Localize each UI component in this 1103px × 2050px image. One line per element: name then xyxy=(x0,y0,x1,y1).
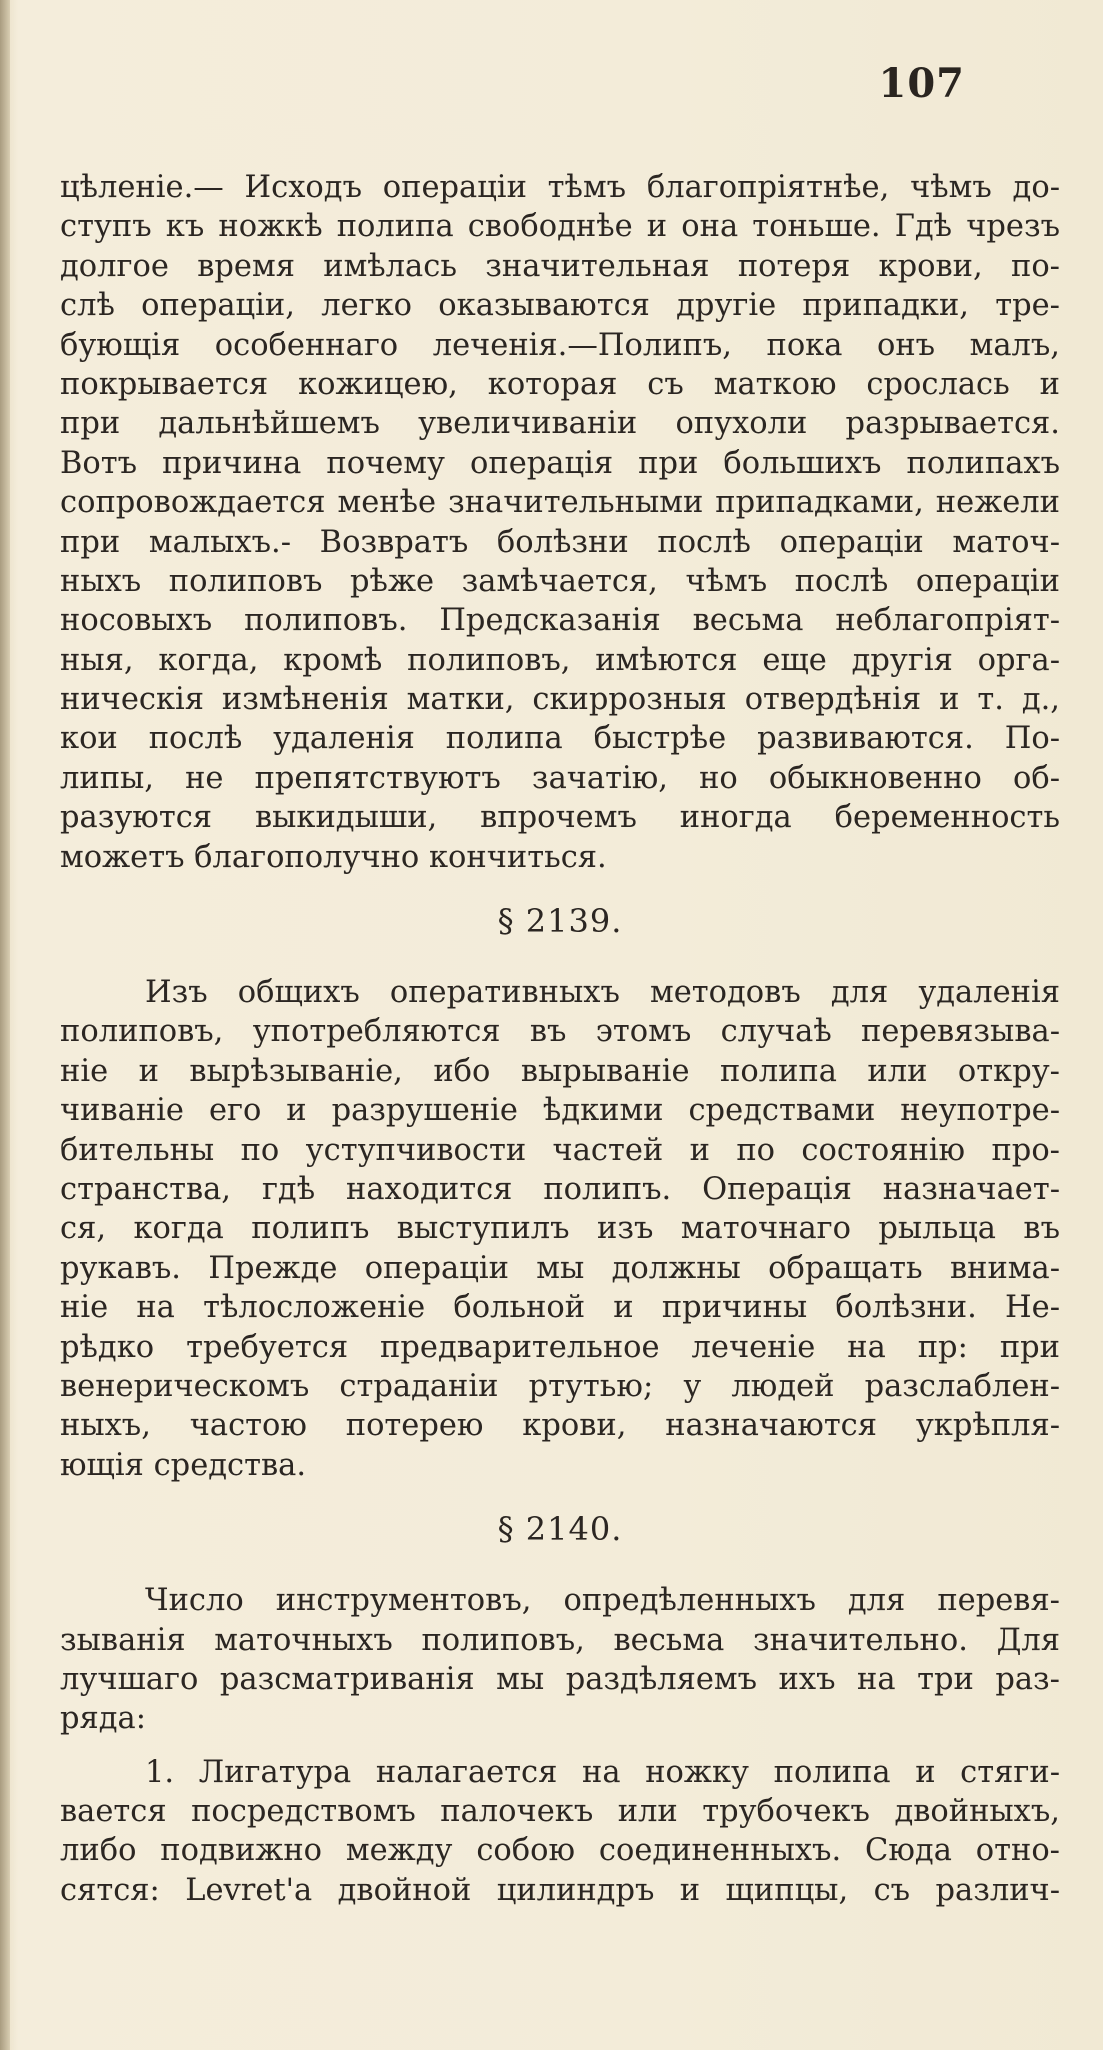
text-line: бительны по уступчивости частей и по состоянію про- xyxy=(60,1132,1060,1168)
section-heading-2140: § 2140. xyxy=(497,1510,623,1549)
text-body xyxy=(60,168,1060,1910)
paragraph-3 xyxy=(60,1581,1060,1739)
text-line: странства, гдѣ находится полипъ. Операція назначает- xyxy=(60,1171,1060,1207)
text-line: при дальнѣйшемъ увеличиваніи опухоли разрывается. xyxy=(60,406,1060,442)
text-line: ническія измѣненія матки, скиррозныя отвердѣнія и т. д., xyxy=(60,682,1060,718)
text-line: ющія средства. xyxy=(60,1447,307,1483)
text-line: рукавъ. Прежде операціи мы должны обращать внима- xyxy=(60,1250,1060,1286)
text-line: зыванія маточныхъ полиповъ, весьма значительно. Для xyxy=(60,1622,1060,1658)
text-line: полиповъ, употребляются въ этомъ случаѣ перевязыва- xyxy=(60,1014,1060,1050)
page-binding-edge xyxy=(0,0,10,2050)
text-line: липы, не препятствуютъ зачатію, но обыкновенно об- xyxy=(60,760,1060,796)
paragraph-1 xyxy=(60,168,1060,877)
text-line: кои послѣ удаленія полипа быстрѣе развиваются. По- xyxy=(60,721,1060,757)
text-line: рѣдко требуется предварительное леченіе на пр: при xyxy=(60,1329,1060,1365)
text-line: 1. Лигатура налагается на ножку полипа и стяги- xyxy=(145,1754,1060,1790)
text-line: бующія особеннаго леченія.—Полипъ, пока онъ малъ, xyxy=(60,327,1060,363)
page-number: 107 xyxy=(878,60,965,107)
text-line: при малыхъ.- Возвратъ болѣзни послѣ операціи маточ- xyxy=(60,524,1060,560)
text-line: ступъ къ ножкѣ полипа свободнѣе и она тоньше. Гдѣ чрезъ xyxy=(60,209,1060,245)
text-line: ніе и вырѣзываніе, ибо вырываніе полипа или откру- xyxy=(60,1053,1060,1089)
text-line: ніе на тѣлосложеніе больной и причины болѣзни. Не- xyxy=(60,1290,1060,1326)
text-line: ныя, когда, кромѣ полиповъ, имѣются еще другія орга- xyxy=(60,642,1060,678)
section-heading-2139: § 2139. xyxy=(497,902,623,941)
text-line: сятся: Levret'а двойной цилиндръ и щипцы, съ различ- xyxy=(60,1872,1060,1908)
text-line: цѣленіе.— Исходъ операціи тѣмъ благопріятнѣе, чѣмъ до- xyxy=(60,170,1060,205)
text-line: венерическомъ страданіи ртутью; у людей разслаблен- xyxy=(60,1368,1060,1404)
text-line: ся, когда полипъ выступилъ изъ маточнаго рыльца въ xyxy=(60,1211,1060,1247)
text-line: Вотъ причина почему операція при большихъ полипахъ xyxy=(60,445,1060,481)
text-line: можетъ благополучно кончиться. xyxy=(60,839,607,875)
text-line: либо подвижно между собою соединенныхъ. Сюда отно- xyxy=(60,1833,1060,1869)
paragraph-4 xyxy=(60,1753,1060,1911)
paragraph-2 xyxy=(60,973,1060,1485)
text-line: Изъ общихъ оперативныхъ методовъ для удаленія xyxy=(145,975,1060,1011)
text-line: слѣ операціи, легко оказываются другіе припадки, тре- xyxy=(60,288,1060,324)
text-line: чиваніе его и разрушеніе ѣдкими средствами неупотре- xyxy=(60,1093,1060,1129)
text-line: долгое время имѣлась значительная потеря крови, по- xyxy=(60,248,1060,284)
text-line: разуются выкидыши, впрочемъ иногда беременность xyxy=(60,800,1060,836)
text-line: лучшаго разсматриванія мы раздѣляемъ ихъ на три раз- xyxy=(60,1661,1060,1697)
text-line: ряда: xyxy=(60,1701,147,1737)
text-line: вается посредствомъ палочекъ или трубочекъ двойныхъ, xyxy=(60,1794,1060,1830)
text-line: сопровождается менѣе значительными припадками, нежели xyxy=(60,485,1060,521)
text-line: ныхъ полиповъ рѣже замѣчается, чѣмъ послѣ операціи xyxy=(60,563,1060,599)
text-line: носовыхъ полиповъ. Предсказанія весьма неблагопріят- xyxy=(60,603,1060,639)
text-line: ныхъ, частою потерею крови, назначаются укрѣпля- xyxy=(60,1408,1060,1444)
text-line: покрывается кожицею, которая съ маткою срослась и xyxy=(60,366,1060,402)
text-line: Число инструментовъ, опредѣленныхъ для перевя- xyxy=(145,1583,1060,1619)
